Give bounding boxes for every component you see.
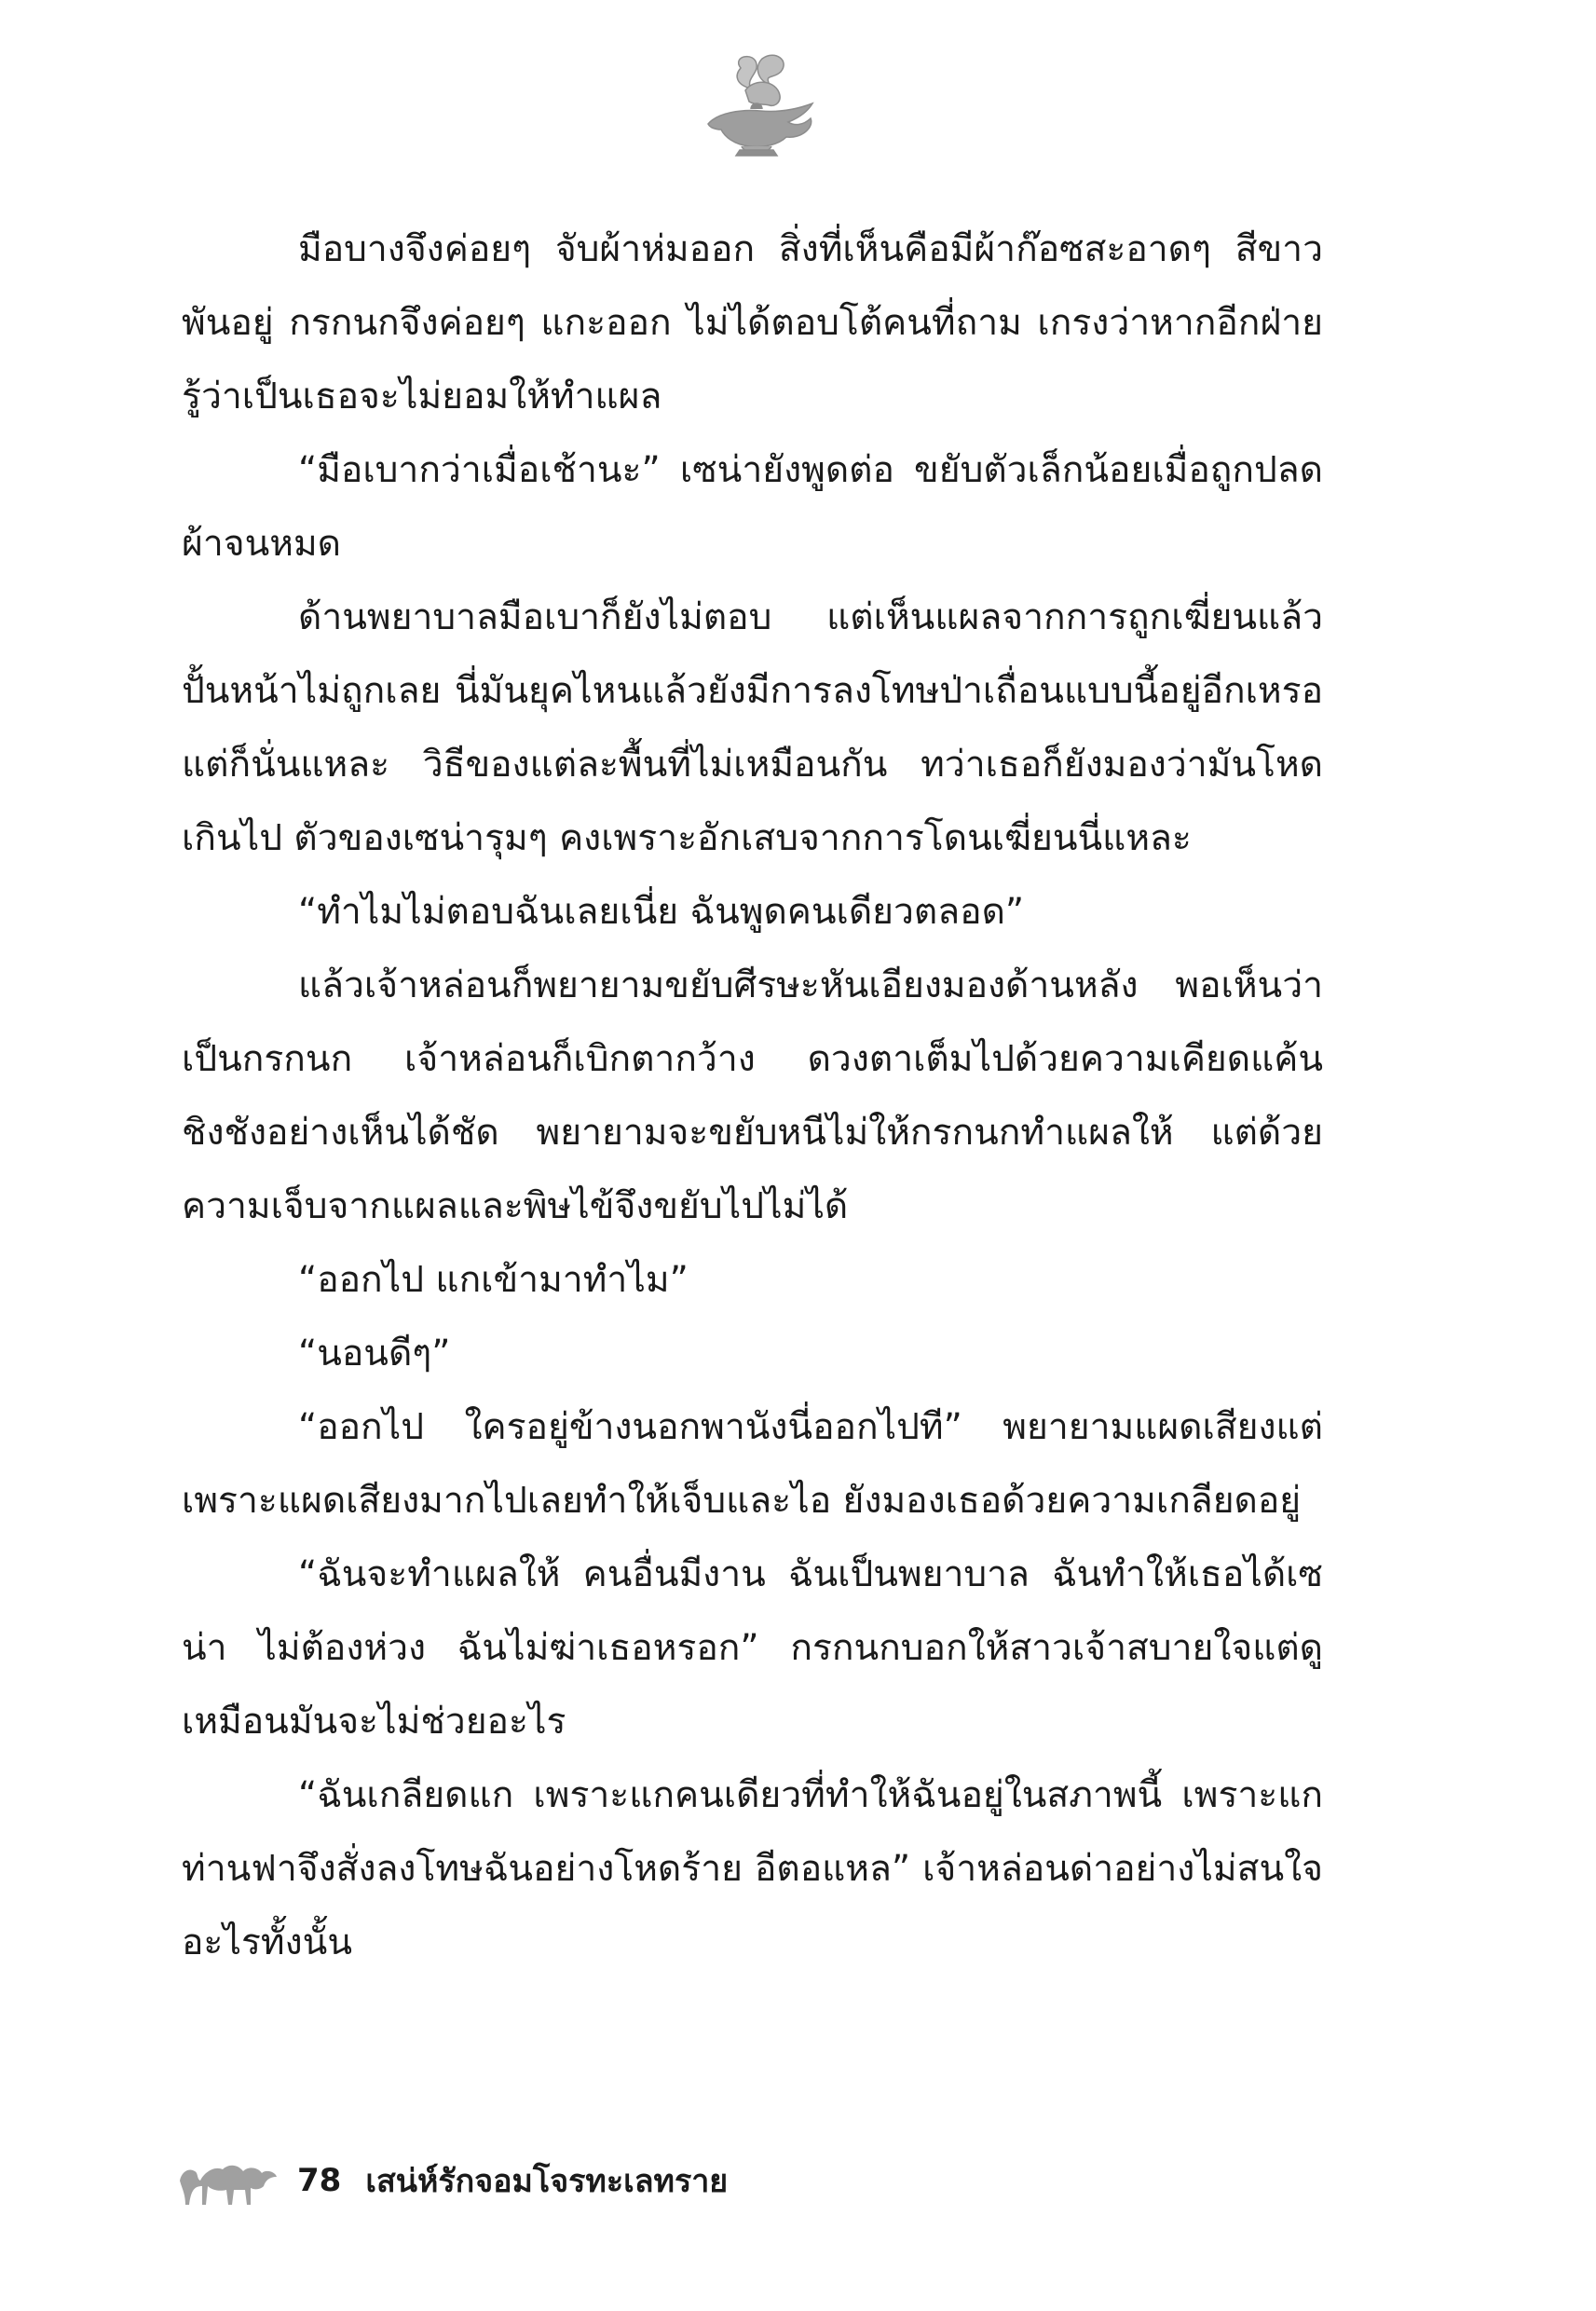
paragraph-9: “ฉันจะทำแผลให้ คนอื่นมีงาน ฉันเป็นพยาบาล ฉันทำให้เธอได้เซน่า ไม่ต้องห่วง ฉันไม่ฆ่าเธอหรอก” กรกนกบอกให้สาวเจ้าสบายใจแต่ดูเหมือนมันจะไม่ช่วยอะไร (182, 1553, 1323, 1743)
paragraph-7: “นอนดีๆ” (298, 1333, 451, 1374)
body-text (182, 212, 1323, 1979)
paragraph-1: มือบางจึงค่อยๆ จับผ้าห่มออก สิ่งที่เห็นคือมีผ้าก๊อซสะอาดๆ สีขาวพันอยู่ กรกนกจึงค่อยๆ แกะออก ไม่ได้ตอบโต้คนที่ถาม เกรงว่าหากอีกฝ่ายรู้ว่าเป็นเธอจะไม่ยอมให้ทำแผล (182, 228, 1323, 417)
paragraph-2: “มือเบากว่าเมื่อเช้านะ” เซน่ายังพูดต่อ ขยับตัวเล็กน้อยเมื่อถูกปลดผ้าจนหมด (182, 449, 1323, 565)
paragraph-4: “ทำไมไม่ตอบฉันเลยเนี่ย ฉันพูดคนเดียวตลอด” (298, 891, 1025, 933)
camel-icon (172, 2153, 284, 2208)
page-number: 78 (297, 2162, 342, 2199)
page-footer (172, 2148, 728, 2213)
paragraph-10: “ฉันเกลียดแก เพราะแกคนเดียวที่ทำให้ฉันอยู่ในสภาพนี้ เพราะแกท่านฟาจึงสั่งลงโทษฉันอย่างโหดร้าย อีตอแหล” เจ้าหล่อนด่าอย่างไม่สนใจอะไรทั้งนั้น (182, 1774, 1323, 1963)
book-title: เสน่ห์รักจอมโจรทะเลทราย (365, 2163, 729, 2200)
paragraph-5: แล้วเจ้าหล่อนก็พยายามขยับศีรษะหันเอียงมองด้านหลัง พอเห็นว่าเป็นกรกนก เจ้าหล่อนก็เบิกตากว้าง ดวงตาเต็มไปด้วยความเคียดแค้นชิงชังอย่างเห็นได้ชัด พยายามจะขยับหนีไม่ให้กรกนกทำแผลให้ แต่ด้วยความเจ็บจากแผลและพิษไข้จึงขยับไปไม่ได้ (182, 964, 1323, 1227)
genie-lamp-icon (689, 51, 829, 163)
paragraph-6: “ออกไป แกเข้ามาทำไม” (298, 1259, 689, 1301)
paragraph-8: “ออกไป ใครอยู่ข้างนอกพานังนี่ออกไปที” พยายามแผดเสียงแต่เพราะแผดเสียงมากไปเลยทำให้เจ็บและไอ ยังมองเธอด้วยความเกลียดอยู่ (182, 1406, 1323, 1522)
paragraph-3: ด้านพยาบาลมือเบาก็ยังไม่ตอบ แต่เห็นแผลจากการถูกเฆี่ยนแล้วปั้นหน้าไม่ถูกเลย นี่มันยุคไหนแล้วยังมีการลงโทษป่าเถื่อนแบบนี้อยู่อีกเหรอ แต่ก็นั่นแหละ วิธีของแต่ละพื้นที่ไม่เหมือนกัน ทว่าเธอก็ยังมองว่ามันโหดเกินไป ตัวของเซน่ารุมๆ คงเพราะอักเสบจากการโดนเฆี่ยนนี่แหละ (182, 596, 1323, 859)
